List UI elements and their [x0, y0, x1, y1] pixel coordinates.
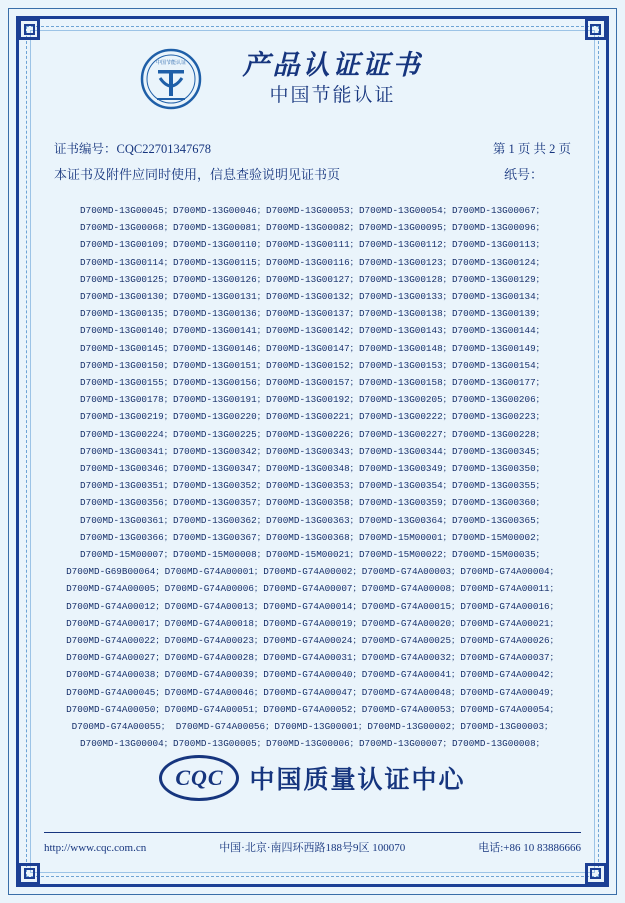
- certificate-content: [40, 38, 585, 863]
- meta-row-notice: [54, 164, 571, 186]
- list-item: D700MD-13G00351；D700MD-13G00352；D700MD-13G00353；D700MD-13G00354；D700MD-13G00355；: [80, 480, 545, 492]
- list-item: D700MD-13G00366；D700MD-13G00367；D700MD-13G00368；D700MD-15M00001；D700MD-15M00002；: [80, 531, 545, 543]
- list-item: D700MD-G74A00017；D700MD-G74A00018；D700MD-G74A00019；D700MD-G74A00020；D700MD-G74A00021；: [66, 617, 559, 629]
- list-item: D700MD-13G00068；D700MD-13G00081；D700MD-13G00082；D700MD-13G00095；D700MD-13G00096；: [80, 222, 545, 234]
- svg-text:中国节能认证: 中国节能认证: [155, 61, 187, 66]
- cert-number: [54, 138, 211, 160]
- page-indicator: 第 1 页 共 2 页: [492, 142, 571, 156]
- website-link[interactable]: http://www.cqc.com.cn: [44, 842, 147, 854]
- list-item: D700MD-13G00114；D700MD-13G00115；D700MD-13G00116；D700MD-13G00123；D700MD-13G00124；: [80, 256, 545, 268]
- list-item: D700MD-13G00356；D700MD-13G00357；D700MD-13G00358；D700MD-13G00359；D700MD-13G00360；: [80, 497, 545, 509]
- cert-number-value: CQC22701347678: [116, 142, 211, 156]
- list-item: D700MD-13G00045；D700MD-13G00046；D700MD-13G00053；D700MD-13G00054；D700MD-13G00067；: [80, 205, 545, 216]
- list-item: D700MD-13G00140；D700MD-13G00141；D700MD-13G00142；D700MD-13G00143；D700MD-13G00144；: [80, 325, 545, 337]
- list-item: D700MD-13G00155；D700MD-13G00156；D700MD-13G00157；D700MD-13G00158；D700MD-13G00177；: [80, 377, 545, 389]
- certificate-header: [40, 48, 585, 124]
- list-item: D700MD-13G00150；D700MD-13G00151；D700MD-13G00152；D700MD-13G00153；D700MD-13G00154；: [80, 359, 545, 371]
- list-item: D700MD-G74A00045；D700MD-G74A00046；D700MD-G74A00047；D700MD-G74A00048；D700MD-G74A00049；: [66, 686, 559, 698]
- list-item: D700MD-13G00145；D700MD-13G00146；D700MD-13G00147；D700MD-13G00148；D700MD-13G00149；: [80, 342, 545, 354]
- meta-row-certno: [54, 138, 571, 160]
- list-item: D700MD-13G00178；D700MD-13G00191；D700MD-13G00192；D700MD-13G00205；D700MD-13G00206；: [80, 394, 545, 406]
- cqc-logo: [40, 755, 585, 801]
- list-item: D700MD-G74A00027；D700MD-G74A00028；D700MD-G74A00031；D700MD-G74A00032；D700MD-G74A00037；: [66, 652, 559, 664]
- paper-number-label: 纸号：: [503, 167, 543, 182]
- list-item: D700MD-13G00109；D700MD-13G00110；D700MD-13G00111；D700MD-13G00112；D700MD-13G00113；: [80, 239, 545, 251]
- list-item: D700MD-G74A00038；D700MD-G74A00039；D700MD-G74A00040；D700MD-G74A00041；D700MD-G74A00042；: [66, 669, 559, 681]
- cqc-mark-text: CQC: [175, 765, 224, 790]
- list-item: D700MD-13G00361；D700MD-13G00362；D700MD-13G00363；D700MD-13G00364；D700MD-13G00365；: [80, 514, 545, 526]
- cqc-oval-icon: [159, 755, 239, 801]
- list-item: D700MD-G74A00012；D700MD-G74A00013；D700MD-G74A00014；D700MD-G74A00015；D700MD-G74A00016；: [66, 600, 559, 612]
- address-text: 中国·北京·南四环西路188号9区 100070: [219, 842, 406, 854]
- organization-name: 中国质量认证中心: [249, 767, 466, 794]
- list-item: D700MD-13G00004；D700MD-13G00005；D700MD-13G00006；D700MD-13G00007；D700MD-13G00008；: [80, 738, 545, 750]
- list-item: D700MD-G74A00055； D700MD-G74A00056；D700MD-13G00001；D700MD-13G00002；D700MD-13G00003；: [71, 721, 554, 733]
- list-item: D700MD-G74A00005；D700MD-G74A00006；D700MD-G74A00007；D700MD-G74A00008；D700MD-G74A00011；: [66, 583, 559, 595]
- list-item: D700MD-G69B00064；D700MD-G74A00001；D700MD-G74A00002；D700MD-G74A00003；D700MD-G74A00004；: [66, 566, 559, 578]
- list-item: D700MD-13G00125；D700MD-13G00126；D700MD-13G00127；D700MD-13G00128；D700MD-13G00129；: [80, 273, 545, 285]
- footer-bar: [44, 832, 581, 855]
- list-item: D700MD-13G00130；D700MD-13G00131；D700MD-13G00132；D700MD-13G00133；D700MD-13G00134；: [80, 291, 545, 303]
- page-title: 产品认证证书: [242, 50, 423, 80]
- certificate-meta: [40, 138, 585, 186]
- cert-number-label: 证书编号：: [54, 142, 117, 156]
- list-item: D700MD-13G00224；D700MD-13G00225；D700MD-13G00226；D700MD-13G00227；D700MD-13G00228；: [80, 428, 545, 440]
- list-item: D700MD-13G00135；D700MD-13G00136；D700MD-13G00137；D700MD-13G00138；D700MD-13G00139；: [80, 308, 545, 320]
- list-item: D700MD-13G00346；D700MD-13G00347；D700MD-13G00348；D700MD-13G00349；D700MD-13G00350；: [80, 463, 545, 475]
- phone-text: 电话:+86 10 83886666: [478, 842, 581, 854]
- list-item: D700MD-13G00219；D700MD-13G00220；D700MD-13G00221；D700MD-13G00222；D700MD-13G00223；: [80, 411, 545, 423]
- model-number-list: [40, 202, 585, 750]
- list-item: D700MD-G74A00022；D700MD-G74A00023；D700MD-G74A00024；D700MD-G74A00025；D700MD-G74A00026；: [66, 635, 559, 647]
- page-subtitle: 中国节能认证: [269, 85, 396, 106]
- list-item: D700MD-G74A00050；D700MD-G74A00051；D700MD-G74A00052；D700MD-G74A00053；D700MD-G74A00054；: [66, 703, 559, 715]
- usage-notice: 本证书及附件应同时使用，信息查验说明见证书页: [54, 167, 341, 182]
- list-item: D700MD-15M00007；D700MD-15M00008；D700MD-15M00021；D700MD-15M00022；D700MD-15M00035；: [80, 549, 545, 561]
- energy-saving-certification-seal-icon: [140, 48, 202, 110]
- title-block: [40, 48, 585, 110]
- list-item: D700MD-13G00341；D700MD-13G00342；D700MD-13G00343；D700MD-13G00344；D700MD-13G00345；: [80, 445, 545, 457]
